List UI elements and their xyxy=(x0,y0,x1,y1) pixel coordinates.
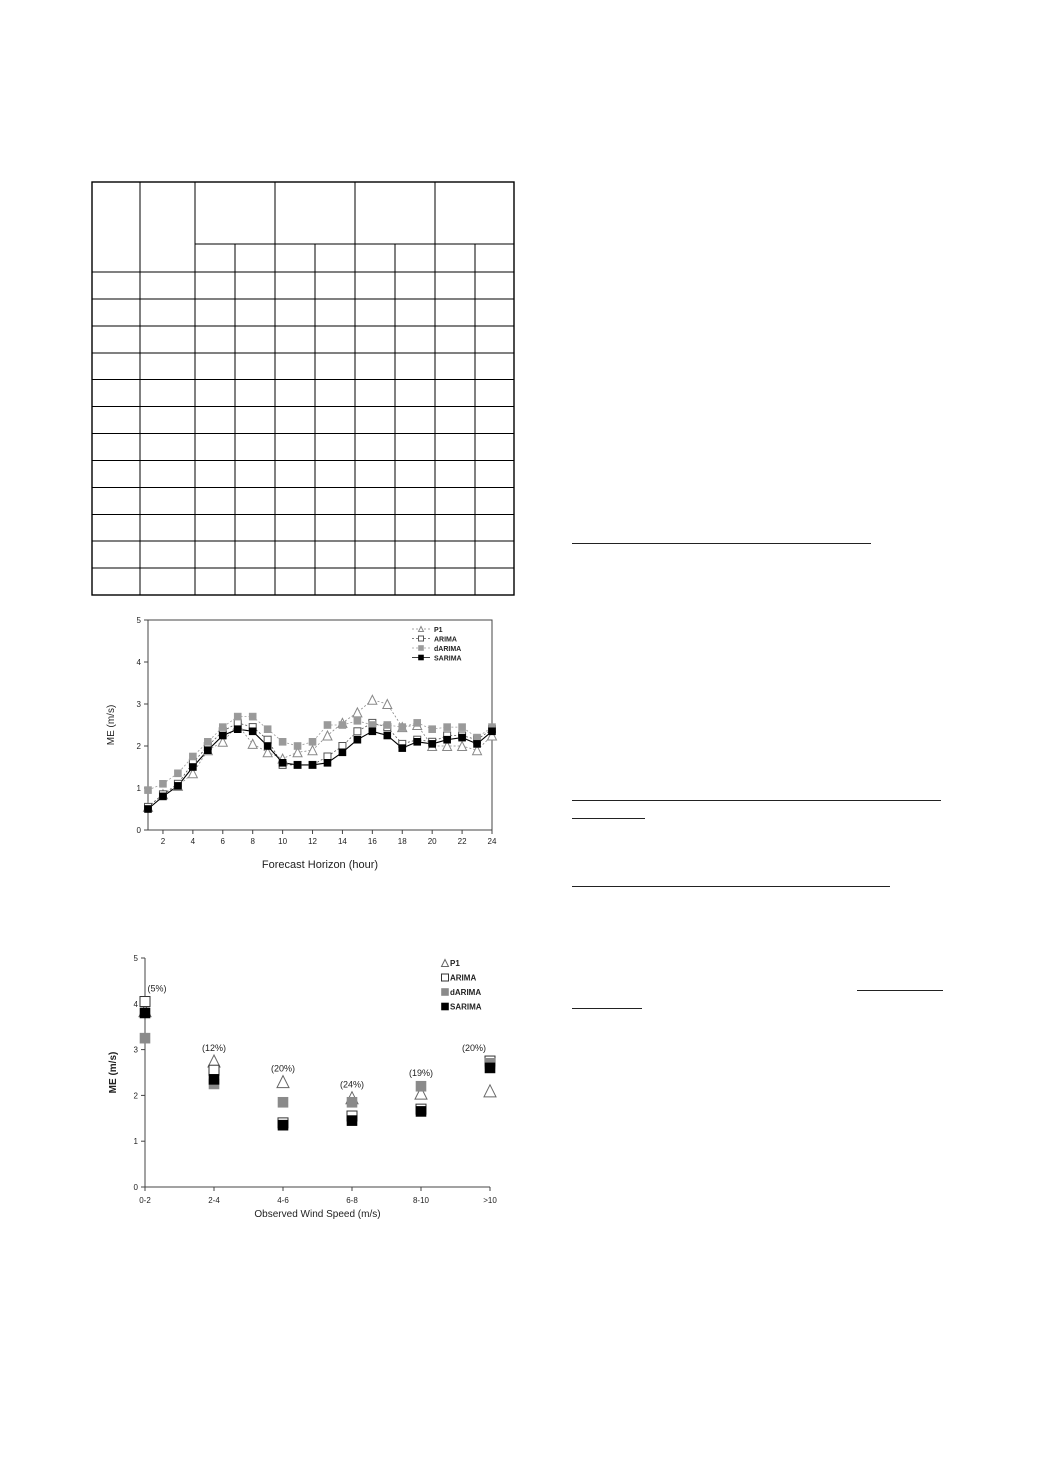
series-line xyxy=(148,729,492,809)
x-tick-label: 14 xyxy=(337,837,347,846)
y-tick-label: 4 xyxy=(133,999,138,1009)
data-point xyxy=(339,749,346,756)
speed-chart xyxy=(100,950,510,1230)
data-point xyxy=(278,1097,288,1107)
data-point xyxy=(429,726,436,733)
legend-marker xyxy=(419,646,424,651)
data-point xyxy=(369,728,376,735)
data-point xyxy=(484,1085,496,1097)
data-point xyxy=(279,738,286,745)
data-point xyxy=(140,997,150,1007)
data-point xyxy=(140,1008,150,1018)
y-tick-label: 4 xyxy=(136,658,141,667)
text-line xyxy=(572,543,871,544)
legend-marker xyxy=(442,989,449,996)
legend-marker xyxy=(442,1003,449,1010)
y-tick-label: 2 xyxy=(133,1091,138,1101)
data-point xyxy=(209,1074,219,1084)
legend-label: dARIMA xyxy=(450,988,482,997)
bin-share-label: (5%) xyxy=(147,983,167,994)
data-point xyxy=(294,743,301,750)
data-point xyxy=(444,724,451,731)
data-point xyxy=(204,738,211,745)
x-tick-label: 8-10 xyxy=(412,1196,430,1205)
data-point xyxy=(189,764,196,771)
data-point xyxy=(354,736,361,743)
bin-share-label: (12%) xyxy=(201,1043,227,1054)
data-point xyxy=(354,728,361,735)
data-point xyxy=(309,738,316,745)
data-point xyxy=(209,1065,219,1075)
y-axis-label: ME (m/s) xyxy=(106,704,117,746)
data-point xyxy=(174,770,181,777)
data-point xyxy=(140,1033,150,1043)
data-point xyxy=(444,736,451,743)
data-point xyxy=(264,726,271,733)
bin-share-label: (24%) xyxy=(339,1079,365,1090)
x-tick-label: 6 xyxy=(220,837,226,846)
x-tick-label: 0-2 xyxy=(139,1196,151,1205)
legend-label: P1 xyxy=(434,627,443,634)
data-point xyxy=(234,726,241,733)
data-point xyxy=(145,787,152,794)
horizon-chart xyxy=(100,610,510,880)
data-point xyxy=(249,728,256,735)
data-point xyxy=(219,724,226,731)
data-point xyxy=(399,745,406,752)
x-tick-label: 24 xyxy=(487,837,497,846)
data-point xyxy=(279,759,286,766)
data-point xyxy=(459,724,466,731)
x-tick-label: >10 xyxy=(483,1196,497,1205)
data-point xyxy=(384,722,391,729)
x-tick-label: 6-8 xyxy=(346,1196,358,1205)
data-point xyxy=(474,734,481,741)
text-line xyxy=(572,818,645,819)
data-point xyxy=(429,740,436,747)
y-tick-label: 1 xyxy=(136,784,141,793)
y-tick-label: 0 xyxy=(136,826,141,835)
x-tick-label: 8 xyxy=(250,837,255,846)
data-point xyxy=(383,700,392,709)
y-tick-label: 1 xyxy=(133,1137,138,1147)
data-point xyxy=(339,722,346,729)
x-tick-label: 4 xyxy=(190,837,196,846)
data-point xyxy=(339,743,346,750)
data-point xyxy=(174,782,181,789)
data-point xyxy=(234,719,241,726)
data-point xyxy=(474,740,481,747)
text-line xyxy=(572,1008,642,1009)
legend-marker xyxy=(419,627,424,632)
series-line xyxy=(148,700,492,807)
x-tick-label: 10 xyxy=(278,837,288,846)
data-point xyxy=(324,722,331,729)
y-tick-label: 3 xyxy=(133,1045,138,1055)
data-point xyxy=(145,806,152,813)
data-point xyxy=(354,717,361,724)
data-point xyxy=(277,1076,289,1088)
legend-marker xyxy=(419,636,424,641)
legend-label: SARIMA xyxy=(450,1002,482,1012)
data-point xyxy=(416,1106,426,1116)
data-point xyxy=(489,728,496,735)
data-point xyxy=(414,719,421,726)
y-tick-label: 3 xyxy=(136,700,141,709)
data-point xyxy=(347,1097,357,1107)
x-tick-label: 20 xyxy=(427,837,437,846)
x-tick-label: 22 xyxy=(457,837,467,846)
y-tick-label: 5 xyxy=(136,616,141,625)
bin-share-label: (19%) xyxy=(408,1068,434,1079)
data-table xyxy=(91,181,515,596)
data-point xyxy=(324,753,331,760)
legend-marker xyxy=(442,960,449,967)
x-tick-label: 16 xyxy=(367,837,377,846)
bin-share-label: (20%) xyxy=(461,1043,487,1054)
legend-label: dARIMA xyxy=(434,646,462,653)
data-point xyxy=(347,1116,357,1126)
legend-label: ARIMA xyxy=(434,636,457,644)
x-tick-label: 18 xyxy=(397,837,407,846)
y-axis-label: ME (m/s) xyxy=(108,1051,119,1094)
data-point xyxy=(248,739,257,748)
data-point xyxy=(219,732,226,739)
x-tick-label: 4-6 xyxy=(277,1196,289,1205)
legend-label: SARIMA xyxy=(434,655,462,663)
x-tick-label: 2-4 xyxy=(208,1196,220,1205)
x-tick-label: 2 xyxy=(160,837,166,846)
x-tick-label: 12 xyxy=(308,837,317,846)
data-point xyxy=(264,736,271,743)
data-point xyxy=(278,1120,288,1130)
legend-marker xyxy=(442,974,449,981)
data-point xyxy=(369,722,376,729)
data-point xyxy=(459,734,466,741)
data-point xyxy=(159,793,166,800)
data-point xyxy=(309,761,316,768)
text-line xyxy=(572,800,941,801)
data-point xyxy=(368,695,377,704)
legend-label: P1 xyxy=(450,959,460,968)
data-point xyxy=(234,713,241,720)
series-line xyxy=(148,717,492,791)
data-point xyxy=(485,1063,495,1073)
data-point xyxy=(399,724,406,731)
data-point xyxy=(414,738,421,745)
data-point xyxy=(324,759,331,766)
y-tick-label: 2 xyxy=(136,742,141,751)
legend-label: ARIMA xyxy=(450,973,477,983)
text-line xyxy=(857,990,943,991)
table-grid xyxy=(91,181,515,596)
data-point xyxy=(384,732,391,739)
data-point xyxy=(249,713,256,720)
data-point xyxy=(294,761,301,768)
y-tick-label: 5 xyxy=(133,954,138,963)
data-point xyxy=(353,708,362,717)
data-point xyxy=(264,743,271,750)
data-point xyxy=(416,1081,426,1091)
x-axis-label: Forecast Horizon (hour) xyxy=(261,859,379,871)
legend-marker xyxy=(419,655,424,660)
y-tick-label: 0 xyxy=(133,1183,138,1192)
data-point xyxy=(159,780,166,787)
x-axis-label: Observed Wind Speed (m/s) xyxy=(254,1209,381,1220)
data-point xyxy=(204,747,211,754)
series-line xyxy=(148,723,492,807)
bin-share-label: (20%) xyxy=(270,1063,296,1074)
data-point xyxy=(189,753,196,760)
text-line xyxy=(572,886,890,887)
